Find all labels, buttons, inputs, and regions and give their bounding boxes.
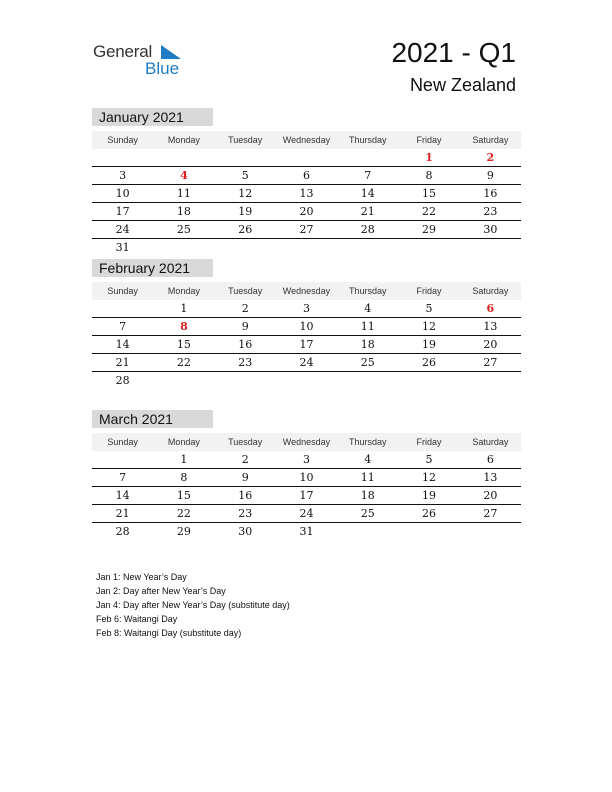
empty-day-cell (276, 372, 337, 389)
empty-day-cell (92, 300, 153, 317)
day-cell: 4 (364, 302, 372, 315)
week-row (92, 487, 521, 505)
weekday-header (92, 433, 521, 451)
day-cell: 23 (238, 507, 253, 520)
day-cell: 18 (360, 489, 375, 502)
weekday-label: Wednesday (282, 286, 331, 296)
day-cell: 28 (115, 374, 130, 387)
logo-text-general: General (93, 42, 153, 61)
day-cell: 25 (360, 507, 375, 520)
holiday-note: Jan 4: Day after New Year’s Day (substitute day) (96, 600, 290, 610)
day-cell: 3 (119, 169, 127, 182)
week-row (92, 523, 521, 540)
day-cell: 10 (115, 187, 130, 200)
day-cell: 18 (176, 205, 191, 218)
month-title: February 2021 (92, 259, 213, 277)
empty-day-cell (276, 239, 337, 256)
holiday-note: Feb 6: Waitangi Day (96, 614, 178, 624)
day-cell: 21 (360, 205, 375, 218)
day-cell: 10 (299, 471, 314, 484)
weekday-label: Monday (167, 135, 200, 145)
week-grid (92, 300, 521, 389)
week-row (92, 221, 521, 239)
day-cell: 28 (115, 525, 130, 538)
day-cell: 25 (176, 223, 191, 236)
week-row (92, 185, 521, 203)
weekday-label: Friday (416, 286, 442, 296)
weekday-label: Thursday (349, 135, 387, 145)
day-cell: 30 (483, 223, 498, 236)
week-row (92, 149, 521, 167)
day-cell: 19 (422, 489, 437, 502)
day-cell: 21 (115, 356, 130, 369)
week-row (92, 372, 521, 389)
day-cell: 17 (115, 205, 130, 218)
empty-day-cell (398, 523, 459, 540)
logo-text-blue: Blue (145, 59, 180, 78)
empty-day-cell (153, 372, 214, 389)
day-cell: 2 (241, 453, 249, 466)
day-cell: 26 (422, 356, 437, 369)
logo-triangle-icon (161, 45, 181, 59)
day-cell: 7 (364, 169, 372, 182)
day-cell: 25 (360, 356, 375, 369)
day-cell: 3 (302, 302, 310, 315)
day-cell: 4 (180, 169, 188, 182)
day-cell: 4 (364, 453, 372, 466)
empty-day-cell (337, 149, 398, 166)
day-cell: 31 (299, 525, 314, 538)
week-grid (92, 451, 521, 540)
day-cell: 22 (176, 356, 191, 369)
day-cell: 14 (115, 489, 130, 502)
day-cell: 26 (238, 223, 253, 236)
day-cell: 20 (483, 338, 498, 351)
day-cell: 11 (176, 187, 191, 200)
day-cell: 17 (299, 489, 314, 502)
weekday-label: Tuesday (228, 437, 263, 447)
week-row (92, 239, 521, 256)
holiday-note: Feb 8: Waitangi Day (substitute day) (96, 628, 242, 638)
weekday-label: Wednesday (282, 437, 331, 447)
day-cell: 6 (486, 302, 495, 315)
empty-day-cell (153, 239, 214, 256)
day-cell: 8 (425, 169, 433, 182)
month-title: March 2021 (92, 410, 213, 428)
day-cell: 16 (483, 187, 498, 200)
weekday-label: Saturday (472, 286, 509, 296)
day-cell: 6 (486, 453, 494, 466)
empty-day-cell (92, 149, 153, 166)
month-january (92, 108, 521, 256)
week-row (92, 336, 521, 354)
day-cell: 2 (486, 151, 495, 164)
weekday-label: Monday (167, 437, 200, 447)
day-cell: 1 (180, 302, 188, 315)
day-cell: 5 (425, 453, 433, 466)
day-cell: 15 (422, 187, 437, 200)
empty-day-cell (92, 451, 153, 468)
day-cell: 15 (176, 338, 191, 351)
day-cell: 16 (238, 338, 253, 351)
day-cell: 23 (238, 356, 253, 369)
week-row (92, 203, 521, 221)
day-cell: 31 (115, 241, 130, 254)
day-cell: 24 (115, 223, 130, 236)
week-row (92, 167, 521, 185)
week-grid (92, 149, 521, 256)
day-cell: 8 (180, 471, 188, 484)
weekday-header (92, 282, 521, 300)
empty-day-cell (460, 523, 521, 540)
day-cell: 22 (176, 507, 191, 520)
country-name: New Zealand (409, 75, 516, 95)
day-cell: 9 (486, 169, 494, 182)
day-cell: 2 (241, 302, 249, 315)
weekday-label: Tuesday (228, 286, 263, 296)
day-cell: 3 (302, 453, 310, 466)
day-cell: 29 (176, 525, 191, 538)
day-cell: 29 (422, 223, 437, 236)
empty-day-cell (398, 239, 459, 256)
day-cell: 9 (241, 320, 249, 333)
day-cell: 18 (360, 338, 375, 351)
holiday-note: Jan 2: Day after New Year’s Day (96, 586, 226, 596)
empty-day-cell (215, 372, 276, 389)
day-cell: 27 (299, 223, 314, 236)
day-cell: 8 (180, 320, 188, 333)
holiday-note: Jan 1: New Year’s Day (96, 572, 187, 582)
empty-day-cell (215, 239, 276, 256)
empty-day-cell (460, 239, 521, 256)
day-cell: 12 (238, 187, 253, 200)
weekday-label: Thursday (349, 286, 387, 296)
page-title: 2021 - Q1 (391, 37, 516, 68)
empty-day-cell (337, 372, 398, 389)
weekday-label: Friday (416, 437, 442, 447)
logo (93, 40, 193, 80)
day-cell: 20 (299, 205, 314, 218)
day-cell: 26 (422, 507, 437, 520)
week-row (92, 469, 521, 487)
day-cell: 17 (299, 338, 314, 351)
day-cell: 1 (180, 453, 188, 466)
empty-day-cell (215, 149, 276, 166)
day-cell: 13 (299, 187, 314, 200)
empty-day-cell (337, 523, 398, 540)
day-cell: 5 (425, 302, 433, 315)
empty-day-cell (276, 149, 337, 166)
weekday-label: Sunday (107, 286, 138, 296)
week-row (92, 451, 521, 469)
day-cell: 1 (425, 151, 433, 164)
month-title: January 2021 (92, 108, 213, 126)
day-cell: 12 (422, 320, 437, 333)
empty-day-cell (337, 239, 398, 256)
day-cell: 7 (119, 320, 127, 333)
day-cell: 22 (422, 205, 437, 218)
empty-day-cell (153, 149, 214, 166)
day-cell: 5 (241, 169, 249, 182)
week-row (92, 318, 521, 336)
day-cell: 13 (483, 320, 498, 333)
weekday-header (92, 131, 521, 149)
day-cell: 14 (115, 338, 130, 351)
weekday-label: Sunday (107, 437, 138, 447)
day-cell: 21 (115, 507, 130, 520)
day-cell: 20 (483, 489, 498, 502)
day-cell: 10 (299, 320, 314, 333)
day-cell: 7 (119, 471, 127, 484)
day-cell: 14 (360, 187, 375, 200)
day-cell: 11 (360, 471, 375, 484)
day-cell: 12 (422, 471, 437, 484)
day-cell: 6 (302, 169, 310, 182)
weekday-label: Sunday (107, 135, 138, 145)
day-cell: 16 (238, 489, 253, 502)
week-row (92, 354, 521, 372)
weekday-label: Tuesday (228, 135, 263, 145)
week-row (92, 300, 521, 318)
weekday-label: Wednesday (282, 135, 331, 145)
weekday-label: Thursday (349, 437, 387, 447)
day-cell: 27 (483, 356, 498, 369)
weekday-label: Saturday (472, 437, 509, 447)
day-cell: 13 (483, 471, 498, 484)
day-cell: 11 (360, 320, 375, 333)
month-march (92, 410, 521, 540)
day-cell: 19 (422, 338, 437, 351)
month-february (92, 259, 521, 389)
day-cell: 15 (176, 489, 191, 502)
day-cell: 9 (241, 471, 249, 484)
empty-day-cell (460, 372, 521, 389)
weekday-label: Saturday (472, 135, 509, 145)
empty-day-cell (398, 372, 459, 389)
day-cell: 30 (238, 525, 253, 538)
day-cell: 24 (299, 356, 314, 369)
day-cell: 23 (483, 205, 498, 218)
day-cell: 19 (238, 205, 253, 218)
day-cell: 24 (299, 507, 314, 520)
day-cell: 28 (360, 223, 375, 236)
weekday-label: Friday (416, 135, 442, 145)
holiday-notes (96, 570, 290, 640)
day-cell: 27 (483, 507, 498, 520)
week-row (92, 505, 521, 523)
weekday-label: Monday (167, 286, 200, 296)
